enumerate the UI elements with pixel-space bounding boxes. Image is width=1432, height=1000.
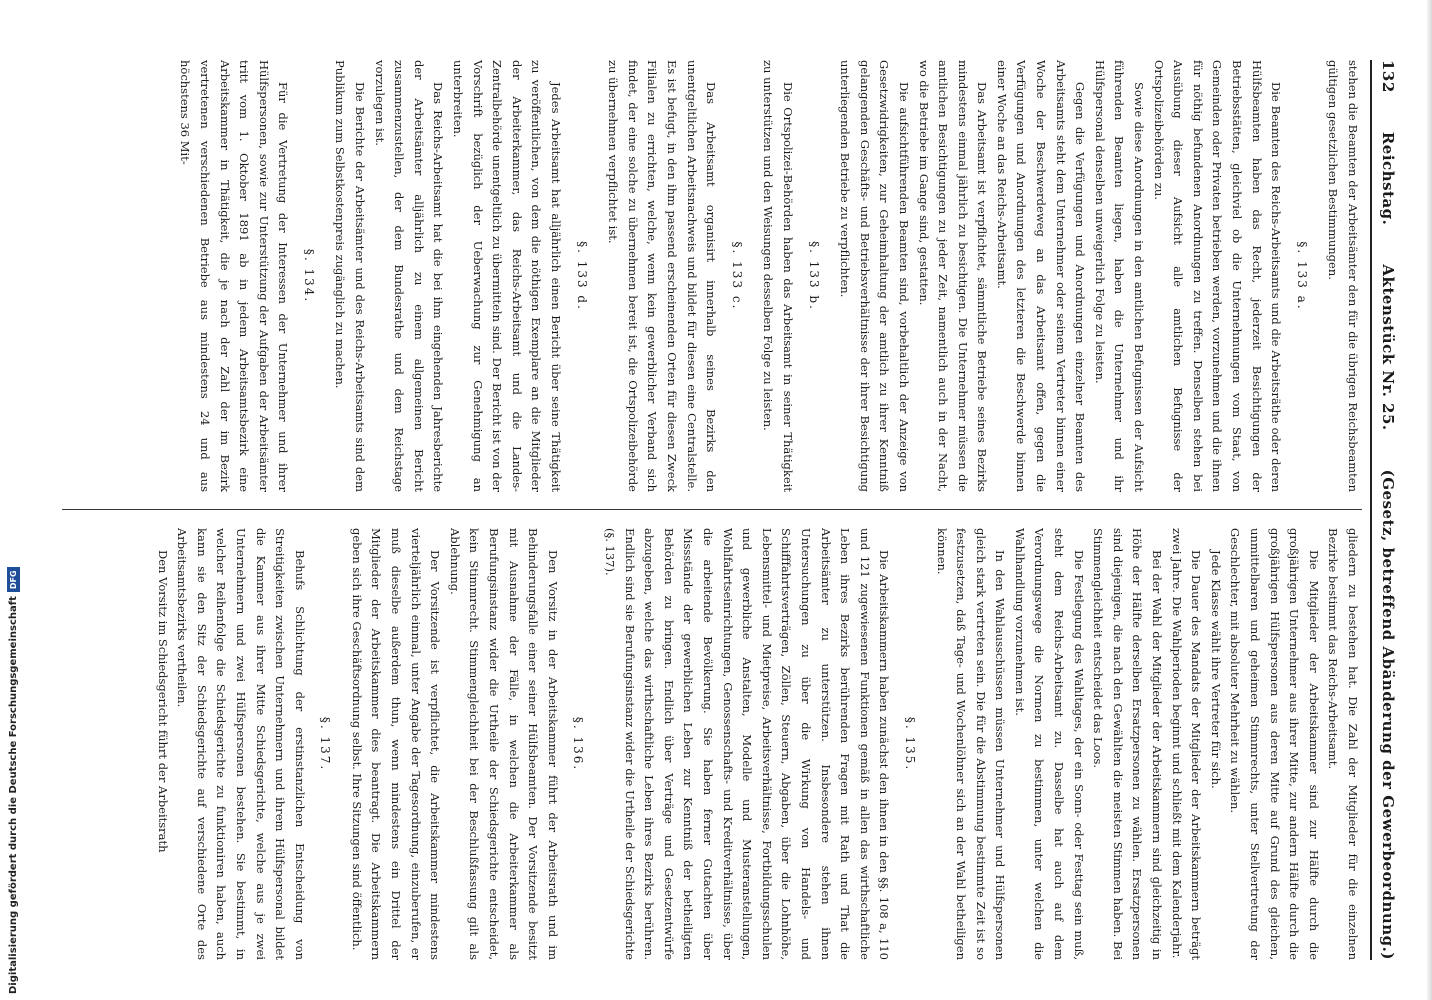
header-center-title: Aktenstück Nr. 25. [1379,264,1397,431]
page-number: 132 [1379,60,1397,93]
paragraph: Der Vorsitzende ist verpflichtet, die Arbeitskammer mindestens vierteljährlich einmal, unter Angabe der Tagesordnung, einzuberufen, er muß dieselbe außerdem thun, wenn mindestens ein Drittel der Mitglieder der Arbeitskammer dies beantragt. Die Arbeitskammern geben sich ihre Geschäftsordnung selbst. Ihre Sitzungen sind öffentlich. [349,528,443,960]
paragraph: Jedes Arbeitsamt hat alljährlich einen Bericht über seine Thätigkeit zu veröffentlichen, von dem die nöthigen Exemplare an die Mitglieder der Arbeiterkammer, das Reichs-Arbeitsamt und die Landes-Zentralbehörde unentgeltlich zu übermitteln sind. Der Bericht ist von der Vorschrift bezüglich der Ueberwachung zur Genehmigung an unterbreiten. [451,60,564,492]
paragraph: stehen die Beamten der Arbeitsämter den für die übrigen Reichsbeamten gültigen gesetzlichen Bestimmungen. [1326,60,1360,492]
paragraph: Das Arbeitsamt organisirt innerhalb seines Bezirks den unentgeltlichen Arbeitsnachweis und bildet für diesen eine Centralstelle. Es ist befugt, in den ihm passend erscheinenden Orten für diesen Zweck Filialen zu errichten, welche, wenn kein gewerblicher Verband sich findet, der eine solche zu übernehmen bereit ist, die Ortspolizeibehörde zu übernehmen verpflichtet ist. [606,60,719,492]
column-divider [62,509,1362,510]
paragraph: Das Arbeitsamt ist verpflichtet, sämmtliche Betriebe seines Bezirks mindestens einmal jährlich zu besichtigen. Die Unternehmer müssen die amtlichen Besichtigungen zu jeder Zeit, namentlich auch in der Nacht, wo die Betriebe im Gange sind, gestatten. [916,60,990,492]
paragraph: Den Vorsitz in der Arbeitskammer führt der Arbeitsrath und im Behinderungsfalle einer seiner Hülfsbeamten. Der Vorsitzende besitzt mit Ausnahme der Fälle, in welchen die Arbeiterkammer als Berufungsinstanz wider die Urtheile der Schiedsgerichte entscheidet, kein Stimmrecht. Stimmengleichheit bei der Beschlußfassung gilt als Ablehnung. [447,528,560,960]
paragraph: Behufs Schlichtung der erstinstanzlichen Entscheidung von Streitigkeiten zwischen Unternehmern und ihrem Hülfspersonal bildet die Kammer aus ihrer Mitte Schiedsgerichte, welche aus je zwei Unternehmern und zwei Hülfspersonen bestehen. Sie bestimmt, in welcher Reihenfolge die Schiedsgerichte zu funktioniren haben, auch kann sie den Sitz der Schiedsgerichte auf verschiedene Orte des Arbeitsamtsbezirks vertheilen. [175,528,307,960]
paragraph: Die Dauer des Mandats der Mitglieder der Arbeitskammern beträgt zwei Jahre. Die Wahlperioden beginnt und schließt mit dem Kalenderjahr. [1169,528,1204,960]
section-heading: §. 133 c. [729,241,744,311]
page-content [32,60,1432,960]
paragraph: Die Arbeitskammern haben zunächst den ihnen in den §§. 108 a, 110 und 121 zugewiesenen Funktionen gemäß in allen das wirthschaftliche Leben ihres Bezirks berührenden Fragen mit Rath und That die Arbeitsämter zu unterstützen. Insbesondere stehen ihnen Untersuchungen zu über die Wirkung von Handels- und Schifffahrtsverträgen, Zöllen, Steuern, Abgaben, über die Lohnhöhe, Lebensmittel- und Mietpreise, Arbeitsverhältnisse, Fortbildungsschulen und gewerbliche Anstalten, Modelle und Musteranstellungen, Wohlfahrtseinrichtungen, Genossenschafts- und Kreditverhältnisse, über die arbeitende Bevölkerung. Sie haben ferner Gutachten über Missstände der gewerblichen Leben zur Kenntniß der betheiligten Behörden zu bringen. Endlich über Verträge und Gesetzentwürfe abzugeben, welche das wirthschaftliche Leben ihres Bezirks berühren. Endlich sind sie Berufungsinstanz wider die Urtheile der Schiedsgerichte (§. 137). [603,528,892,960]
section-heading: §. 135. [902,716,917,772]
paragraph: Die aufsichtführenden Beamten sind, vorbehaltlich der Anzeige von Gesetzwidrigkeiten, zur Geheimhaltung der amtlich zu ihrer Kenntniß gelangenden Geschäfts- und Betriebsverhältnisse der ihrer Besichtigung unterliegenden Betriebe zu verpflichten. [838,60,911,492]
paragraph: Jede Klasse wählt ihre Vertreter für sich. [1208,550,1223,789]
paragraph: In den Wahlausschüssen müssen Unternehmer und Hülfspersonen gleich stark vertreten sein. Die für die Abstimmung bestimmte Zeit ist so festzusetzen, daß Tage- und Wochenlöhner sich an der Wahl betheiligen können. [934,528,1008,960]
paragraph: Für die Vertretung der Interessen der Unternehmer und ihrer Hülfspersonen, sowie zur Unterstützung der Aufgaben der Arbeitsämter tritt vom 1. Oktober 1891 ab in jedem Arbeitsamtsbezirk eine Arbeitskammer in Thätigkeit, die je nach der Zahl der im Bezirk vertretenen verschiedenen Betriebe aus mindestens 24 und aus höchstens 36 Mit- [178,60,291,492]
left-column [62,60,1362,492]
header-right-title: (Gesetz, betreffend Abänderung der Gewerbeordnung.) [1379,469,1397,960]
paragraph: Die Festlegung des Wahltages, der ein Sonn- oder Festtag sein muß, steht dem Reichs-Arbeitsamt zu. Dasselbe hat auch auf dem Verordnungswege die Normen zu bestimmen, unter welchen die Wahlhandlung vorzunehmen ist. [1012,528,1086,960]
running-header [1376,60,1400,960]
header-left-title: Reichstag. [1379,131,1397,226]
paragraph: Die Ortspolizei-Behörden haben das Arbeitsamt in seiner Thätigkeit zu unterstützen und den Weisungen desselben Folge zu leisten. [761,60,795,492]
paragraph: Bei der Wahl der Mitglieder der Arbeitskammern sind gleichzeitig in Höhe der Hälfte derselben Ersatzpersonen zu wählen. Ersatzpersonen sind diejenigen, die nach den Gewählten die meisten Stimmen haben. Bei Stimmengleichheit entscheidet das Loos. [1091,528,1165,960]
section-heading: §. 134. [301,248,316,304]
section-heading: §. 137. [318,716,333,772]
paragraph: Die Berichte der Arbeitsämter und des Reichs-Arbeitsamts sind dem Publikum zum Selbstkostenpreis zugänglich zu machen. [333,60,368,492]
section-heading: §. 133 a. [1294,241,1309,311]
paragraph: Den Vorsitz im Schiedsgericht führt der Arbeitsrath [155,550,170,853]
digitization-credit [4,0,22,1000]
paragraph: Das Reichs-Arbeitsamt hat die bei ihm eingehenden Jahresberichte der Arbeitsämter alljährlich zu einem allgemeinen Bericht zusammenzustellen, der dem Bundesrathe und dem Reichstage vorzulegen ist. [372,60,446,492]
paragraph: Sowie diese Anordnungen in den amtlichen Befugnissen der Aufsicht führenden Beamten liegen, haben die Unternehmer und ihr Hülfspersonal denselben unweigerlich Folge zu leisten. [1092,60,1147,492]
paragraph: Die Mitglieder der Arbeitskammer sind zur Hälfte durch die großjährigen Unternehmer aus ihrer Mitte, zur andern Hälfte durch die großjährigen Hülfspersonen aus deren Mitte auf Grund des gleichen, unmittelbaren und geheimen Stimmrechts, unter Stellvertretung der Geschlechter, mit absoluter Mehrheit zu wählen. [1228,528,1321,960]
header-rule [1370,60,1372,960]
paragraph: Die Beamten des Reichs-Arbeitsamts und die Arbeitsräthe oder deren Hülfsbeamten haben das Recht, jederzeit Besichtigungen der Betriebsstätten, gleichviel ob die Unternehmungen vom Staat, von Gemeinden oder Privaten betrieben werden, vorzunehmen und die ihnen für nöthig befundenen Anordnungen zu treffen. Denselben stehen bei Ausübung dieser Aufsicht alle amtlichen Befugnisse der Ortspolizeibehörden zu. [1151,60,1284,492]
section-heading: §. 136. [571,716,586,772]
credit-text: Digitalisierung gefördert durch die Deutsche Forschungsgemeinschaft [7,596,19,994]
right-column [62,528,1362,960]
section-heading: §. 133 d. [574,241,589,311]
paragraph: gliedern zu bestehen hat. Die Zahl der Mitglieder für die einzelnen Bezirke bestimmt das Reichs-Arbeitsamt. [1326,528,1360,960]
paragraph: Gegen die Verfügungen und Anordnungen einzelner Beamten des Arbeitsamts steht dem Unternehmer oder seinem Vertreter binnen einer Woche der Beschwerdeweg an das Arbeitsamt offen, gegen die Verfügungen und Anordnungen des letzteren die Beschwerde binnen einer Woche an das Reichs-Arbeitsamt. [994,60,1088,492]
section-heading: §. 133 b. [806,241,821,311]
dfg-logo-icon: DFG [7,567,20,592]
